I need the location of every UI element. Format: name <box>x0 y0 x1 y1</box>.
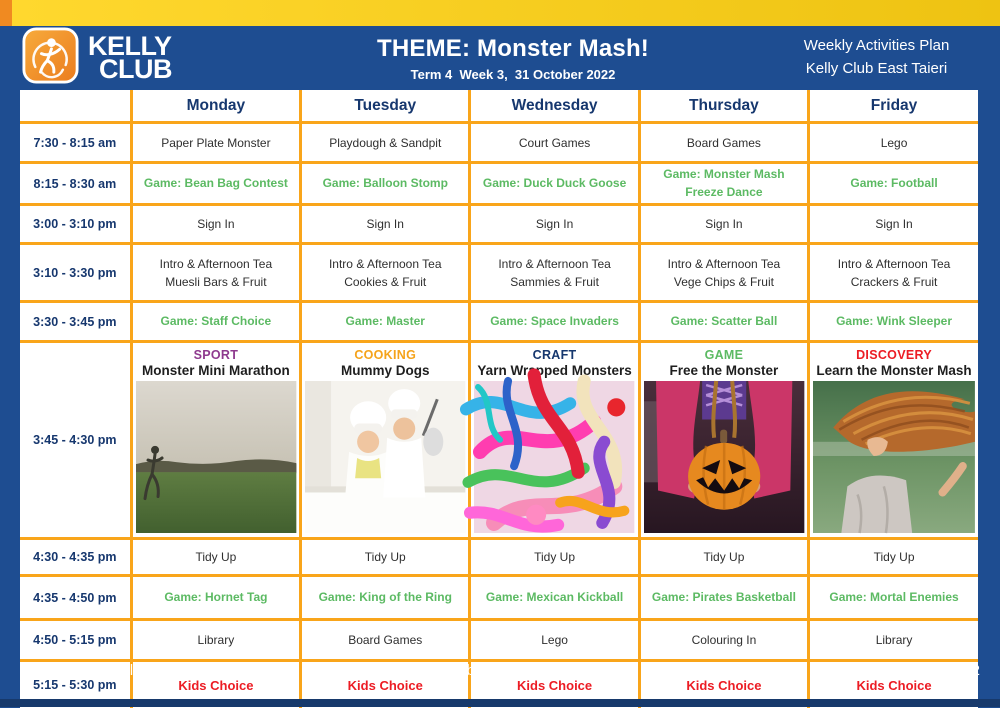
activity-cell: Colouring In <box>639 620 808 661</box>
time-slot-row <box>20 163 978 205</box>
time-label: 4:50 - 5:15 pm <box>20 620 131 661</box>
activity-cell <box>131 244 300 302</box>
game-cell: Game: Wink Sleeper <box>809 302 978 342</box>
contact-email: E: easttaieri@kellyclub.co.nz <box>20 663 340 679</box>
feature-activity-name: Mummy Dogs <box>302 363 468 378</box>
activity-cell <box>639 244 808 302</box>
kelly-club-logo <box>22 27 257 89</box>
day-header-wednesday: Wednesday <box>470 90 639 123</box>
kelly-club-kid-icon <box>22 27 79 89</box>
game-cell: Game: Balloon Stomp <box>301 163 470 205</box>
activity-cell <box>301 244 470 302</box>
activity-cell: Library <box>131 620 300 661</box>
time-slot-row <box>20 123 978 163</box>
time-label: 5:15 - 5:30 pm <box>20 661 131 708</box>
website-url: kellyclub.co.nz/east-taieri <box>340 663 660 679</box>
game-cell: Game: Scatter Ball <box>639 302 808 342</box>
activity-line1: Intro & Afternoon Tea <box>814 255 974 273</box>
time-slot-row <box>20 302 978 342</box>
feature-cell-wednesday <box>470 342 639 539</box>
activity-cell: Sign In <box>131 205 300 244</box>
activity-line1: Intro & Afternoon Tea <box>137 255 295 273</box>
game-cell: Game: Space Invaders <box>470 302 639 342</box>
activity-line2: Cookies & Fruit <box>306 273 464 291</box>
activity-cell: Tidy Up <box>301 539 470 576</box>
time-slot-row <box>20 244 978 302</box>
time-label: 4:30 - 4:35 pm <box>20 539 131 576</box>
activity-cell <box>470 244 639 302</box>
day-header-row <box>20 90 978 123</box>
game-cell: Game: Hornet Tag <box>131 576 300 620</box>
plan-title: Weekly Activities Plan <box>769 35 984 58</box>
activity-line2: Vege Chips & Fruit <box>645 273 803 291</box>
feature-activity-name: Learn the Monster Mash <box>810 363 978 378</box>
feature-activity-name: Yarn Wrapped Monsters <box>471 363 637 378</box>
time-slot-row <box>20 205 978 244</box>
activity-line2: Crackers & Fruit <box>814 273 974 291</box>
activity-cell: Board Games <box>301 620 470 661</box>
feature-activity-row <box>20 342 978 539</box>
page-header <box>0 26 1000 89</box>
time-label: 3:00 - 3:10 pm <box>20 205 131 244</box>
time-label: 7:30 - 8:15 am <box>20 123 131 163</box>
game-cell: Game: Pirates Basketball <box>639 576 808 620</box>
activity-cell: Tidy Up <box>131 539 300 576</box>
category-label: DISCOVERY <box>810 348 978 362</box>
activity-line2: Sammies & Fruit <box>475 273 633 291</box>
kids-choice-cell: Kids Choice <box>639 661 808 708</box>
feature-activity-name: Free the Monster <box>641 363 807 378</box>
kids-choice-cell: Kids Choice <box>301 661 470 708</box>
theme-title: THEME: Monster Mash! <box>257 35 769 63</box>
game-cell: Game: Football <box>809 163 978 205</box>
game-cell: Game: Mexican Kickball <box>470 576 639 620</box>
kids-choice-cell: Kids Choice <box>809 661 978 708</box>
day-header-tuesday: Tuesday <box>301 90 470 123</box>
time-label: 4:35 - 4:50 pm <box>20 576 131 620</box>
time-label: 8:15 - 8:30 am <box>20 163 131 205</box>
kids-choice-cell: Kids Choice <box>131 661 300 708</box>
day-header-friday: Friday <box>809 90 978 123</box>
game-cell: Game: Duck Duck Goose <box>470 163 639 205</box>
activity-cell: Board Games <box>639 123 808 163</box>
time-label: 3:10 - 3:30 pm <box>20 244 131 302</box>
time-slot-row <box>20 576 978 620</box>
kelly-club-wordmark <box>88 35 172 80</box>
logo-word-kelly: KELLY <box>88 35 172 58</box>
day-header-thursday: Thursday <box>639 90 808 123</box>
game-cell: Game: Mortal Enemies <box>809 576 978 620</box>
activity-line2: Muesli Bars & Fruit <box>137 273 295 291</box>
day-header-monday: Monday <box>131 90 300 123</box>
game-cell: Game: King of the Ring <box>301 576 470 620</box>
logo-word-club: CLUB <box>99 58 172 81</box>
category-label: CRAFT <box>471 348 637 362</box>
time-label: 3:30 - 3:45 pm <box>20 302 131 342</box>
feature-cell-monday <box>131 342 300 539</box>
contact-phone: P: 021 168 4722 <box>660 663 980 679</box>
term-week-date: Term 4 Week 3, 31 October 2022 <box>257 67 769 82</box>
game-cell: Game: Staff Choice <box>131 302 300 342</box>
colorful-yarn-photo <box>474 381 634 533</box>
activity-cell: Sign In <box>470 205 639 244</box>
activity-cell: Lego <box>470 620 639 661</box>
page-footer <box>0 643 1000 699</box>
feature-cell-thursday <box>639 342 808 539</box>
activity-cell: Paper Plate Monster <box>131 123 300 163</box>
girl-windblown-hair-photo <box>813 381 975 533</box>
bottom-accent-strip <box>0 699 1000 707</box>
plan-identity-block <box>769 35 984 80</box>
feature-cell-tuesday <box>301 342 470 539</box>
activity-cell: Tidy Up <box>809 539 978 576</box>
corner-cell <box>20 90 131 123</box>
activity-cell: Library <box>809 620 978 661</box>
time-label: 3:45 - 4:30 pm <box>20 342 131 539</box>
top-yellow-bar <box>0 0 1000 26</box>
activity-cell <box>809 244 978 302</box>
activity-cell: Sign In <box>301 205 470 244</box>
weekly-plan-table <box>20 90 978 643</box>
carved-pumpkin-photo <box>644 381 804 533</box>
activity-cell: Playdough & Sandpit <box>301 123 470 163</box>
game-cell: Game: Monster Mash Freeze Dance <box>639 163 808 205</box>
game-cell: Game: Bean Bag Contest <box>131 163 300 205</box>
category-label: GAME <box>641 348 807 362</box>
activity-cell: Sign In <box>639 205 808 244</box>
activity-line1: Intro & Afternoon Tea <box>306 255 464 273</box>
feature-activity-name: Monster Mini Marathon <box>133 363 299 378</box>
activity-cell: Court Games <box>470 123 639 163</box>
kids-choice-cell: Kids Choice <box>470 661 639 708</box>
feature-cell-friday <box>809 342 978 539</box>
activity-cell: Tidy Up <box>470 539 639 576</box>
time-slot-row <box>20 539 978 576</box>
activity-cell: Sign In <box>809 205 978 244</box>
activity-cell: Lego <box>809 123 978 163</box>
activity-line1: Intro & Afternoon Tea <box>645 255 803 273</box>
plan-location: Kelly Club East Taieri <box>769 58 984 81</box>
activity-cell: Tidy Up <box>639 539 808 576</box>
category-label: SPORT <box>133 348 299 362</box>
category-label: COOKING <box>302 348 468 362</box>
theme-block <box>257 35 769 82</box>
kids-chef-hats-photo <box>305 381 465 533</box>
activity-line1: Intro & Afternoon Tea <box>475 255 633 273</box>
game-cell: Game: Master <box>301 302 470 342</box>
child-running-field-photo <box>136 381 296 533</box>
